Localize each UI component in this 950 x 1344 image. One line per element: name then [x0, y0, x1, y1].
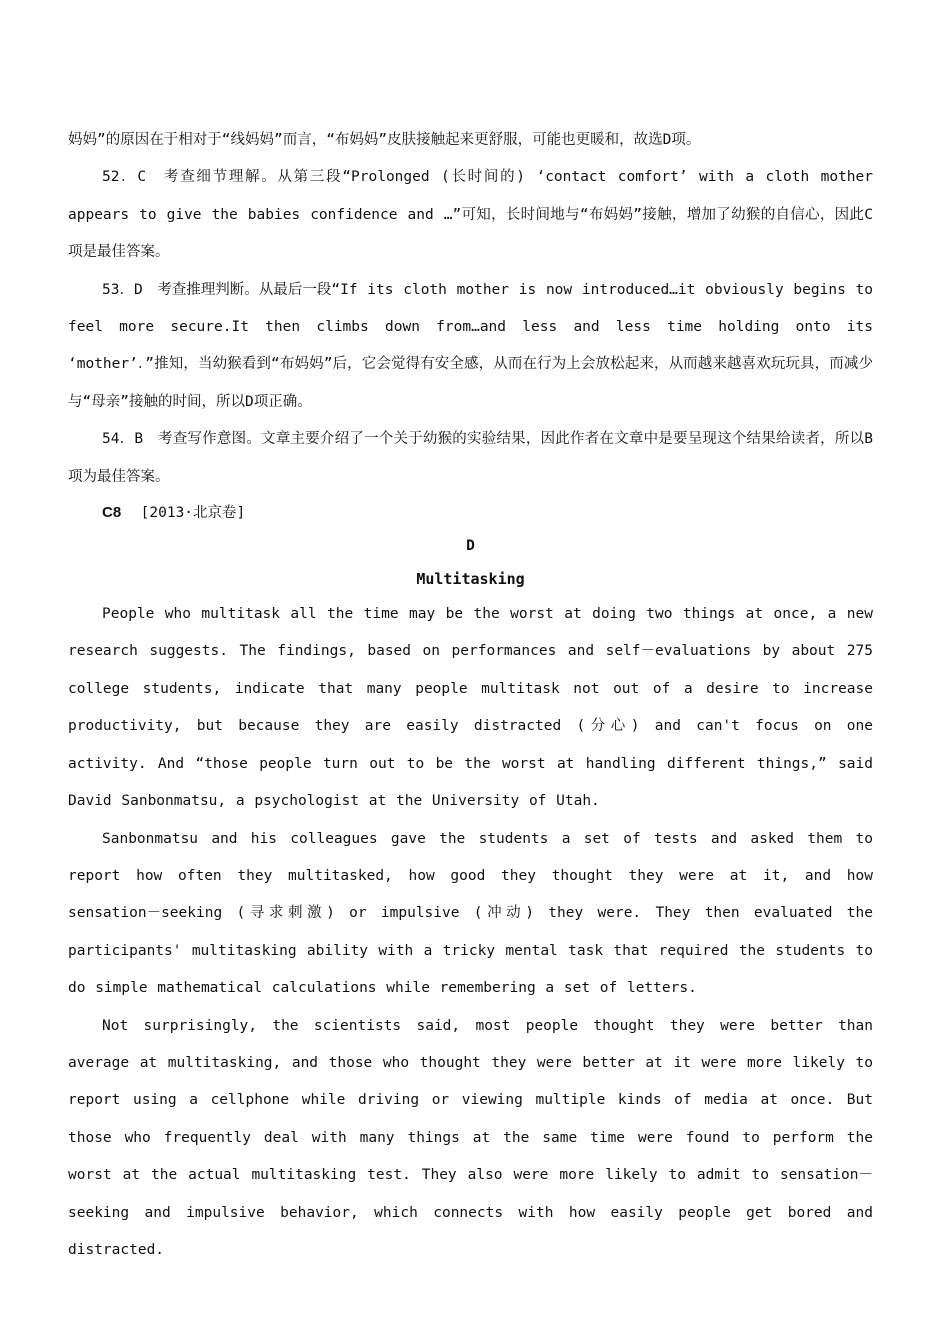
answer-52: 52．C 考查细节理解。从第三段“Prolonged (长时间的) ‘contact comfort’ with a cloth mother appears to give the babies confidence and …”可知，长时间地与“布妈妈”接触，增加了幼猴的自信心，因此C项是最佳答案。 [68, 169, 873, 261]
passage-letter: D [466, 538, 475, 555]
section-header [68, 496, 873, 530]
answer-53: 53．D 考查推理判断。从最后一段“If its cloth mother is now introduced…it obviously begins to feel more secure.It then climbs down from…and less and less time holding onto its ‘mother’．”推知，当幼猴看到“布妈妈”后，它会觉得有安全感，从而在行为上会放松起来，从而越来越喜欢玩玩具，而减少与“母亲”接触的时间，所以D项正确。 [68, 281, 873, 410]
passage-paragraph-3: Not surprisingly, the scientists said, most people thought they were better than average at multitasking, and those who thought they were better at it were more likely to report using a cellphone while driving or viewing multiple kinds of media at once. But those who frequently deal with many things at the same time were found to perform the worst at the actual multitasking test. They also were more likely to admit to sensation－seeking and impulsive behavior, which connects with how easily people get bored and distracted. [68, 1017, 873, 1258]
section-source: [2013·北京卷] [140, 505, 246, 522]
passage-paragraph-1: People who multitask all the time may be the worst at doing two things at once, a new research suggests. The findings, based on performances and self－evaluations by about 275 college students, indicate that many people multitask not out of a desire to increase productivity, but because they are easily distracted (分心) and can't focus on one activity. And “those people turn out to be the worst at handling different things,” said David Sanbonmatsu, a psychologist at the University of Utah. [68, 606, 873, 810]
section-code: C8 [102, 504, 122, 522]
document-page [68, 122, 873, 1269]
passage-title: Multitasking [416, 570, 525, 589]
passage-paragraph-2: Sanbonmatsu and his colleagues gave the students a set of tests and asked them to report how often they multitasked, how good they thought they were at it, and how sensation－seeking (寻求刺激) or impulsive (冲动) they were. They then evaluated the participants' multitasking ability with a tricky mental task that required the students to do simple mathematical calculations while remembering a set of letters. [68, 830, 873, 997]
answer-54: 54．B 考查写作意图。文章主要介绍了一个关于幼猴的实验结果，因此作者在文章中是要呈现这个结果给读者，所以B项为最佳答案。 [68, 431, 873, 485]
answer-continuation: 妈妈”的原因在于相对于“线妈妈”而言，“布妈妈”皮肤接触起来更舒服，可能也更暖和，故选D项。 [68, 132, 701, 148]
